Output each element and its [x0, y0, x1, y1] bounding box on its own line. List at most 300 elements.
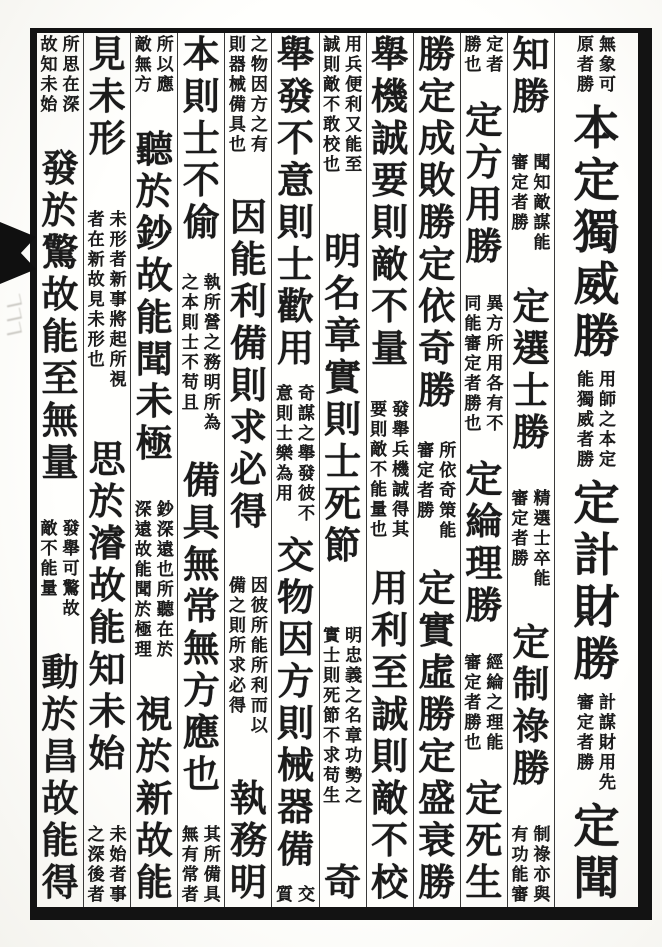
annotation-character: 審: [417, 441, 435, 460]
annotation-line: [321, 35, 342, 175]
main-character: 知: [88, 649, 126, 691]
annotation-line: [108, 210, 129, 390]
annotation-segment: [508, 825, 554, 905]
main-character: 也: [182, 755, 220, 796]
annotation-character: 勝: [464, 394, 482, 414]
annotation-character: 其: [392, 520, 410, 539]
annotation-segment: [555, 693, 638, 793]
annotation-character: 不: [370, 460, 388, 479]
main-text-segment: [178, 461, 224, 797]
main-character: 用: [276, 329, 314, 370]
annotation-segment: [131, 35, 177, 95]
text-column-9: [177, 33, 224, 907]
annotation-character: 方: [250, 95, 268, 114]
main-character: 勝: [418, 35, 456, 76]
annotation-character: 也: [464, 55, 482, 74]
annotation-character: 能: [345, 135, 363, 154]
text-column-1: [554, 33, 638, 907]
annotation-segment: [84, 825, 130, 905]
main-character: 鈔: [135, 213, 173, 255]
text-column-5: [366, 33, 413, 907]
annotation-segment: [178, 825, 224, 905]
text-column-10: [130, 33, 177, 907]
annotation-character: 發: [297, 463, 315, 483]
annotation-character: 且: [181, 393, 199, 412]
annotation-character: 者: [109, 250, 127, 270]
main-text-segment: [367, 569, 413, 905]
annotation-character: 則: [323, 665, 341, 685]
main-character: 於: [41, 695, 79, 736]
annotation-character: 能: [40, 559, 58, 578]
annotation-character: 定: [511, 173, 529, 192]
annotation-character: 同: [464, 294, 482, 314]
annotation-character: 章: [345, 725, 363, 745]
annotation-line: [39, 35, 60, 115]
annotation-character: 經: [486, 653, 504, 673]
annotation-character: 舉: [392, 420, 410, 439]
annotation-character: 勝: [511, 549, 529, 568]
main-character: 故: [135, 255, 173, 297]
annotation-character: 以: [250, 716, 268, 736]
annotation-character: 意: [275, 383, 293, 403]
main-character: 盛: [418, 779, 456, 820]
annotation-character: 理: [134, 640, 152, 660]
main-character: 物: [276, 578, 314, 620]
main-character: 能: [41, 821, 79, 862]
main-character: 本: [182, 35, 220, 76]
main-character: 舉: [371, 35, 409, 76]
annotation-character: 形: [87, 330, 105, 350]
main-character: 定: [465, 778, 503, 820]
annotation-line: [531, 825, 552, 905]
annotation-line: [61, 519, 82, 619]
main-character: 驚: [41, 233, 79, 274]
main-character: 計: [573, 529, 620, 581]
annotation-character: 之: [87, 824, 105, 844]
main-character: 敵: [371, 245, 409, 286]
annotation-character: 定: [486, 35, 504, 54]
main-text-segment: [508, 623, 554, 791]
annotation-character: 以: [156, 55, 174, 74]
annotation-character: 敵: [40, 519, 58, 538]
main-character: 務: [229, 820, 267, 862]
annotation-character: 也: [87, 350, 105, 370]
faint-handwritten-marks: [6, 292, 28, 344]
main-text-segment: [508, 35, 554, 119]
main-character: 定: [418, 569, 456, 610]
main-character: 勝: [465, 585, 503, 627]
main-character: 章: [324, 316, 362, 358]
main-text-segment: [320, 232, 366, 568]
main-character: 具: [182, 503, 220, 544]
annotation-character: 勝: [577, 75, 594, 94]
main-character: 不: [182, 161, 220, 202]
annotation-segment: [320, 35, 366, 175]
annotation-character: 審: [464, 653, 482, 673]
annotation-character: 未: [87, 310, 105, 330]
main-text-segment: [225, 198, 271, 534]
main-character: 實: [324, 358, 362, 400]
main-character: 應: [182, 713, 220, 754]
annotation-character: 可: [599, 75, 616, 94]
annotation-character: 勝: [464, 35, 482, 54]
annotation-character: 於: [134, 600, 152, 620]
main-character: 定: [418, 737, 456, 778]
annotation-character: 審: [577, 693, 594, 713]
main-character: 明: [324, 232, 362, 274]
annotation-character: 知: [40, 55, 58, 74]
main-character: 則: [229, 365, 267, 407]
annotation-character: 敵: [370, 440, 388, 459]
annotation-character: 所: [62, 35, 80, 54]
annotation-character: 明: [203, 373, 221, 392]
annotation-segment: [272, 885, 318, 905]
annotation-character: 敢: [323, 115, 341, 134]
main-character: 勝: [573, 310, 620, 362]
main-character: 故: [41, 779, 79, 820]
annotation-character: 故: [134, 540, 152, 560]
annotation-character: 因: [250, 576, 268, 596]
annotation-character: 苟: [323, 765, 341, 785]
main-character: 必: [229, 449, 267, 491]
main-character: 勝: [465, 226, 503, 268]
annotation-character: 威: [577, 410, 594, 430]
annotation-character: 之: [345, 685, 363, 705]
main-character: 未: [88, 691, 126, 733]
annotation-line: [202, 825, 223, 905]
main-character: 誠: [371, 119, 409, 160]
annotation-character: 將: [109, 310, 127, 330]
annotation-character: 能: [250, 636, 268, 656]
annotation-character: 奇: [297, 383, 315, 403]
annotation-character: 有: [181, 845, 199, 864]
text-column-11: [83, 33, 130, 907]
annotation-character: 量: [40, 579, 58, 598]
annotation-character: 所: [203, 845, 221, 864]
annotation-character: 用: [486, 354, 504, 374]
annotation-character: 在: [156, 620, 174, 640]
annotation-character: 便: [345, 75, 363, 94]
annotation-character: 量: [370, 500, 388, 519]
text-column-6: [319, 33, 366, 907]
annotation-line: [296, 885, 317, 905]
main-character: 士: [324, 442, 362, 484]
annotation-character: 兵: [392, 440, 410, 459]
main-character: 備: [229, 323, 267, 365]
main-character: 故: [41, 275, 79, 316]
main-text-segment: [414, 569, 460, 905]
main-text-segment: [508, 287, 554, 455]
main-character: 無: [41, 401, 79, 442]
main-character: 能: [41, 317, 79, 358]
annotation-character: 遠: [134, 520, 152, 540]
main-character: 無: [182, 545, 220, 586]
annotation-character: 備: [203, 865, 221, 884]
main-character: 奇: [418, 329, 456, 370]
main-character: 定: [418, 77, 456, 118]
main-character: 勝: [512, 749, 550, 790]
main-character: 衰: [418, 821, 456, 862]
main-text-segment: [320, 863, 366, 905]
annotation-character: 勝: [417, 501, 435, 520]
main-character: 濬: [88, 523, 126, 565]
main-character: 見: [88, 35, 126, 76]
main-character: 偷: [182, 203, 220, 244]
annotation-character: 得: [392, 500, 410, 519]
annotation-character: 所: [156, 35, 174, 54]
main-character: 本: [573, 102, 620, 154]
annotation-line: [155, 35, 176, 95]
annotation-character: 不: [486, 414, 504, 434]
annotation-character: 者: [464, 693, 482, 713]
annotation-character: 兵: [345, 55, 363, 74]
annotation-character: 定: [599, 450, 616, 470]
main-character: 能: [88, 607, 126, 649]
annotation-character: 深: [134, 500, 152, 520]
annotation-character: 者: [181, 885, 199, 904]
annotation-character: 要: [370, 400, 388, 419]
annotation-line: [575, 35, 596, 95]
annotation-character: 聽: [156, 600, 174, 620]
annotation-character: 深: [87, 844, 105, 864]
annotation-line: [415, 441, 436, 541]
main-character: 選: [512, 329, 550, 370]
main-character: 勝: [418, 863, 456, 904]
annotation-line: [597, 693, 618, 793]
annotation-segment: [225, 576, 271, 736]
annotation-segment: [225, 35, 271, 155]
main-character: 因: [229, 197, 267, 239]
main-text-segment: [84, 35, 130, 161]
annotation-character: 能: [439, 521, 457, 540]
main-character: 於: [41, 191, 79, 232]
annotation-character: 之: [181, 273, 199, 292]
annotation-line: [39, 519, 60, 619]
main-character: 聞: [573, 852, 620, 904]
annotation-segment: [555, 35, 638, 95]
annotation-character: 所: [250, 616, 268, 636]
annotation-character: 士: [323, 645, 341, 665]
annotation-character: 者: [486, 55, 504, 74]
main-character: 誠: [371, 695, 409, 736]
annotation-character: 之: [203, 333, 221, 352]
annotation-character: 則: [370, 420, 388, 439]
annotation-segment: [508, 489, 554, 589]
annotation-character: 依: [439, 461, 457, 480]
main-character: 勝: [418, 371, 456, 412]
annotation-character: 其: [203, 825, 221, 844]
annotation-character: 具: [203, 885, 221, 904]
annotation-character: 於: [156, 640, 174, 660]
annotation-character: 所: [228, 636, 246, 656]
main-character: 則: [371, 203, 409, 244]
annotation-character: 勝: [511, 213, 529, 232]
main-character: 勝: [418, 203, 456, 244]
main-character: 動: [41, 653, 79, 694]
main-character: 節: [324, 526, 362, 568]
annotation-character: 則: [323, 55, 341, 74]
annotation-character: 所: [203, 393, 221, 412]
annotation-character: 忠: [345, 645, 363, 665]
annotation-line: [227, 576, 248, 736]
annotation-character: 可: [62, 559, 80, 578]
annotation-character: 者: [511, 193, 529, 212]
main-character: 利: [371, 611, 409, 652]
text-column-3: [460, 33, 507, 907]
annotation-character: 審: [464, 334, 482, 354]
annotation-character: 而: [250, 696, 268, 716]
annotation-character: 義: [345, 665, 363, 685]
annotation-character: 財: [599, 733, 616, 753]
annotation-character: 理: [486, 713, 504, 733]
main-character: 意: [276, 161, 314, 202]
main-character: 執: [229, 778, 267, 820]
main-character: 未: [135, 381, 173, 423]
main-character: 方: [465, 142, 503, 184]
annotation-character: 故: [87, 270, 105, 290]
annotation-segment: [37, 519, 83, 619]
annotation-line: [274, 885, 295, 905]
annotation-character: 則: [275, 403, 293, 423]
text-column-2: [507, 33, 554, 907]
annotation-line: [509, 153, 530, 253]
text-column-12: [37, 33, 83, 907]
main-text-segment: [178, 35, 224, 245]
annotation-character: 未: [109, 210, 127, 230]
annotation-segment: [37, 35, 83, 115]
main-character: 常: [182, 587, 220, 628]
annotation-character: 定: [464, 354, 482, 374]
main-text-segment: [555, 801, 638, 905]
annotation-character: 之: [250, 115, 268, 134]
annotation-line: [343, 35, 364, 175]
annotation-character: 則: [228, 35, 246, 54]
annotation-line: [86, 825, 107, 905]
main-character: 故: [135, 820, 173, 862]
main-character: 則: [324, 400, 362, 442]
annotation-line: [484, 294, 505, 434]
annotation-character: 無: [181, 825, 199, 844]
text-column-4: [413, 33, 460, 907]
annotation-character: 明: [345, 625, 363, 645]
annotation-character: 也: [156, 560, 174, 580]
main-character: 備: [182, 461, 220, 502]
main-character: 能: [135, 862, 173, 904]
annotation-segment: [461, 294, 507, 434]
main-character: 依: [418, 287, 456, 328]
annotation-character: 利: [345, 95, 363, 114]
annotation-character: 也: [228, 135, 246, 154]
annotation-character: 者: [464, 374, 482, 394]
text-column-8: [224, 33, 271, 907]
main-character: 勝: [512, 77, 550, 118]
main-character: 視: [135, 694, 173, 736]
annotation-segment: [272, 384, 318, 524]
main-character: 財: [573, 581, 620, 633]
main-character: 方: [276, 662, 314, 704]
main-text-segment: [131, 695, 177, 905]
annotation-character: 者: [577, 733, 594, 753]
main-character: 定: [465, 459, 503, 501]
annotation-line: [597, 370, 618, 470]
annotation-character: 謀: [533, 213, 551, 232]
annotation-character: 利: [250, 676, 268, 696]
annotation-line: [227, 35, 248, 155]
annotation-character: 事: [109, 884, 127, 904]
main-character: 不: [371, 287, 409, 328]
annotation-line: [108, 825, 129, 905]
annotation-character: 思: [62, 55, 80, 74]
main-character: 定: [512, 623, 550, 664]
annotation-character: 樂: [275, 443, 293, 463]
annotation-character: 也: [464, 733, 482, 753]
main-character: 因: [276, 620, 314, 662]
annotation-character: 之: [228, 596, 246, 616]
main-character: 士: [512, 371, 550, 412]
annotation-character: 謀: [297, 403, 315, 423]
annotation-character: 審: [511, 153, 529, 172]
main-character: 能: [135, 297, 173, 339]
annotation-character: 勝: [464, 713, 482, 733]
main-character: 得: [41, 863, 79, 904]
annotation-character: 常: [181, 865, 199, 884]
annotation-line: [484, 653, 505, 753]
annotation-character: 所: [203, 293, 221, 312]
annotation-character: 所: [250, 656, 268, 676]
main-character: 極: [135, 423, 173, 465]
main-character: 則: [276, 704, 314, 746]
main-character: 死: [324, 484, 362, 526]
annotation-line: [61, 35, 82, 115]
main-character: 綸: [465, 501, 503, 543]
annotation-character: 制: [533, 825, 551, 844]
main-character: 機: [371, 77, 409, 118]
annotation-character: 師: [599, 390, 616, 410]
main-character: 發: [41, 149, 79, 190]
annotation-character: 則: [228, 616, 246, 636]
annotation-line: [133, 35, 154, 95]
annotation-character: 定: [511, 509, 529, 528]
main-character: 定: [573, 477, 620, 529]
annotation-character: 形: [109, 230, 127, 250]
main-text-segment: [131, 130, 177, 466]
annotation-character: 則: [181, 313, 199, 332]
main-text-segment: [555, 478, 638, 686]
annotation-character: 不: [40, 539, 58, 558]
annotation-character: 計: [599, 693, 616, 713]
annotation-character: 聞: [533, 153, 551, 172]
main-character: 發: [276, 77, 314, 118]
annotation-character: 為: [275, 463, 293, 483]
annotation-character: 彼: [250, 596, 268, 616]
annotation-character: 不: [323, 95, 341, 114]
annotation-character: 選: [533, 509, 551, 528]
main-character: 昌: [41, 737, 79, 778]
annotation-segment: [178, 273, 224, 433]
annotation-character: 後: [87, 864, 105, 884]
annotation-character: 鈔: [156, 500, 174, 520]
annotation-character: 因: [250, 75, 268, 94]
main-character: 歡: [276, 287, 314, 328]
annotation-character: 有: [486, 394, 504, 414]
annotation-character: 質: [275, 884, 293, 904]
main-character: 成: [418, 119, 456, 160]
annotation-character: 能: [134, 560, 152, 580]
main-character: 求: [229, 407, 267, 449]
annotation-character: 知: [533, 173, 551, 192]
main-text-segment: [272, 536, 318, 872]
main-character: 敵: [371, 779, 409, 820]
